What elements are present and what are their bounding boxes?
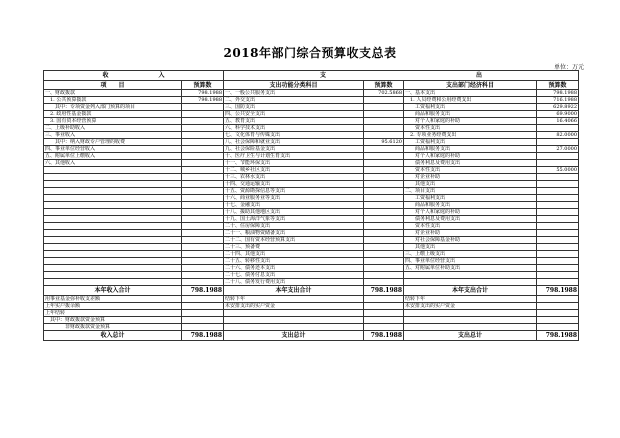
table-row [44,202,579,209]
func-value-cell [364,237,404,244]
income-value-cell [182,160,224,167]
econ-value-cell [537,216,579,223]
table-row [44,272,579,279]
income-item-cell [44,202,182,209]
econ-item-cell: 工资福利支出 [404,195,537,202]
func-value-cell [364,279,404,286]
income-value-cell [182,104,224,111]
func-value-cell [364,118,404,125]
econ-value-cell: 798.1988 [537,331,579,341]
econ-value-cell: 27.0000 [537,146,579,153]
header-row-1 [44,71,579,81]
econ-value-cell [537,310,579,317]
econ-item-cell: 结转下年 [404,296,537,303]
econ-item-cell [404,317,537,324]
col-econ-header: 支出部门经济科目 [404,81,537,90]
func-value-cell [364,132,404,139]
econ-value-cell [537,139,579,146]
econ-value-cell [537,272,579,279]
income-value-cell [182,174,224,181]
table-row [44,125,579,132]
col-econ-budget-header: 预算数 [537,81,579,90]
func-item-cell: 十七、金融支出 [224,202,364,209]
income-item-cell: 用事业基金弥补收支差额 [44,296,182,303]
econ-item-cell [404,324,537,331]
income-value-cell [182,146,224,153]
subtotal-row [44,286,579,296]
income-value-cell [182,188,224,195]
income-item-cell: 3. 国有资本经营预算 [44,118,182,125]
table-row [44,244,579,251]
econ-value-cell [537,296,579,303]
income-value-cell [182,139,224,146]
econ-item-cell: 其他支出 [404,244,537,251]
func-item-cell [224,324,364,331]
col-func-header: 支出功能分类科目 [224,81,364,90]
func-item-cell: 十六、商业服务业等支出 [224,195,364,202]
econ-value-cell [537,279,579,286]
econ-value-cell [537,265,579,272]
func-value-cell [364,181,404,188]
func-value-cell [364,125,404,132]
func-item-cell: 十四、交通运输支出 [224,181,364,188]
econ-item-cell: 一、基本支出 [404,90,537,97]
table-row [44,223,579,230]
econ-value-cell [537,317,579,324]
income-item-cell: 六、其他收入 [44,160,182,167]
col-budget-header: 预算数 [182,81,224,90]
econ-value-cell [537,237,579,244]
income-value-cell [182,244,224,251]
func-item-cell: 十五、资源勘探信息等支出 [224,188,364,195]
table-row [44,160,579,167]
unit-label: 单位：万元 [553,64,584,71]
econ-item-cell [404,310,537,317]
func-item-cell: 支出总计 [224,331,364,341]
func-item-cell: 六、科学技术支出 [224,125,364,132]
econ-value-cell: 82.0000 [537,132,579,139]
func-item-cell: 二十四、其他支出 [224,251,364,258]
table-row [44,209,579,216]
func-value-cell [364,223,404,230]
func-item-cell: 十、医疗卫生与计划生育支出 [224,153,364,160]
econ-value-cell [537,202,579,209]
econ-item-cell [404,279,537,286]
income-value-cell [182,167,224,174]
func-item-cell: 七、文化体育与传媒支出 [224,132,364,139]
table-row [44,230,579,237]
econ-value-cell: 798.1988 [537,90,579,97]
func-value-cell [364,244,404,251]
page-title: 2018年部门综合预算收支总表 [223,46,397,60]
econ-value-cell [537,223,579,230]
econ-item-cell: 商品和服务支出 [404,111,537,118]
header-row-2 [44,81,579,90]
income-item-cell [44,230,182,237]
income-value-cell [182,251,224,258]
econ-value-cell [537,125,579,132]
table-row [44,251,579,258]
func-value-cell [364,97,404,104]
income-value-cell [182,209,224,216]
income-value-cell [182,317,224,324]
func-value-cell [364,104,404,111]
func-value-cell [364,296,404,303]
table-row [44,303,579,310]
func-item-cell: 十三、农林水支出 [224,174,364,181]
econ-item-cell: 其他支出 [404,181,537,188]
econ-item-cell: 四、事业单位经营支出 [404,258,537,265]
func-item-cell: 二十七、债务付息支出 [224,272,364,279]
econ-value-cell [537,324,579,331]
col-item-header: 项 目 [44,81,182,90]
table-row [44,324,579,331]
func-item-cell: 结转下年 [224,296,364,303]
func-value-cell [364,167,404,174]
econ-item-cell: 工资福利支出 [404,104,537,111]
income-value-cell: 798.1988 [182,286,224,296]
income-item-cell [44,251,182,258]
func-item-cell: 九、社会保险基金支出 [224,146,364,153]
econ-value-cell [537,160,579,167]
income-item-cell [44,167,182,174]
func-item-cell: 本年支出合计 [224,286,364,296]
econ-value-cell [537,244,579,251]
table-row [44,188,579,195]
func-value-cell [364,230,404,237]
func-value-cell [364,195,404,202]
econ-value-cell [537,230,579,237]
income-item-cell: 本年收入合计 [44,286,182,296]
func-value-cell [364,310,404,317]
econ-item-cell: 对企业补助 [404,230,537,237]
income-value-cell [182,132,224,139]
func-item-cell: 二十八、债务发行费用支出 [224,279,364,286]
income-value-cell [182,272,224,279]
table-row [44,216,579,223]
func-item-cell: 十一、节能环保支出 [224,160,364,167]
econ-item-cell: 1. 人员经费和公用经费支出 [404,97,537,104]
income-value-cell: 798.1988 [182,331,224,341]
econ-item-cell: 债务利息及费用支出 [404,216,537,223]
income-item-cell: 二、上级补助收入 [44,125,182,132]
func-item-cell [224,310,364,317]
income-item-cell [44,188,182,195]
func-value-cell [364,209,404,216]
income-item-cell: 上年结转 [44,310,182,317]
econ-value-cell [537,174,579,181]
econ-item-cell: 商品和服务支出 [404,202,537,209]
econ-value-cell: 716.1988 [537,97,579,104]
econ-value-cell [537,303,579,310]
table-row [44,258,579,265]
table-row [44,139,579,146]
income-value-cell: 798.1988 [182,90,224,97]
func-value-cell [364,160,404,167]
income-item-cell [44,216,182,223]
econ-value-cell [537,258,579,265]
income-item-cell [44,181,182,188]
income-value-cell [182,111,224,118]
econ-value-cell [537,153,579,160]
econ-item-cell: 工资福利支出 [404,139,537,146]
table-row [44,146,579,153]
func-item-cell: 二十六、债务还本支出 [224,265,364,272]
func-item-cell [224,317,364,324]
income-value-cell [182,153,224,160]
econ-value-cell: 629.8922 [537,104,579,111]
income-value-cell [182,265,224,272]
econ-item-cell: 对个人和家庭的补助 [404,209,537,216]
func-value-cell: 798.1988 [364,331,404,341]
func-item-cell: 二、外交支出 [224,97,364,104]
income-item-cell: 其中：纳入财政专户管理的收费 [44,139,182,146]
income-item-cell: 1. 公共预算拨款 [44,97,182,104]
income-item-cell: 四、事业单位经营收入 [44,146,182,153]
table-row [44,97,579,104]
func-value-cell [364,258,404,265]
econ-item-cell: 商品和服务支出 [404,146,537,153]
econ-value-cell [537,251,579,258]
income-item-cell [44,272,182,279]
income-value-cell [182,310,224,317]
econ-item-cell [404,272,537,279]
income-value-cell [182,324,224,331]
func-value-cell: 702.5868 [364,90,404,97]
income-item-cell [44,223,182,230]
func-item-cell: 十二、城乡社区支出 [224,167,364,174]
col-func-budget-header: 预算数 [364,81,404,90]
func-value-cell [364,202,404,209]
income-item-cell [44,279,182,286]
func-item-cell: 二十、住房保障支出 [224,223,364,230]
table-row [44,132,579,139]
table-row [44,296,579,303]
func-item-cell: 二十二、国有资本经营预算支出 [224,237,364,244]
income-value-cell: 798.1988 [182,97,224,104]
income-value-cell [182,279,224,286]
func-value-cell [364,251,404,258]
income-item-cell [44,265,182,272]
table-row [44,174,579,181]
econ-item-cell: 未安排支出的实户资金 [404,303,537,310]
budget-table [43,70,579,341]
func-value-cell [364,153,404,160]
income-value-cell [182,296,224,303]
econ-value-cell [537,209,579,216]
econ-item-cell: 资本性支出 [404,167,537,174]
econ-item-cell: 对个人和家庭的补助 [404,118,537,125]
func-item-cell: 十九、国土海洋气象等支出 [224,216,364,223]
table-row [44,310,579,317]
func-value-cell [364,146,404,153]
table-row [44,118,579,125]
income-item-cell: 五、附属单位上缴收入 [44,153,182,160]
table-row [44,265,579,272]
econ-item-cell: 五、对附属单位补助支出 [404,265,537,272]
table-row [44,237,579,244]
func-value-cell [364,216,404,223]
income-value-cell [182,181,224,188]
econ-item-cell: 对企业补助 [404,174,537,181]
income-value-cell [182,118,224,125]
table-row [44,167,579,174]
func-item-cell: 五、教育支出 [224,118,364,125]
income-item-cell [44,209,182,216]
income-item-cell [44,174,182,181]
econ-item-cell: 本年支出合计 [404,286,537,296]
econ-item-cell: 三、上缴上级支出 [404,251,537,258]
econ-item-cell: 债务利息及费用支出 [404,160,537,167]
func-item-cell: 三、国防支出 [224,104,364,111]
table-row [44,195,579,202]
econ-item-cell: 二、项目支出 [404,188,537,195]
table-row [44,104,579,111]
income-item-cell: 其中：财政拨款资金预算 [44,317,182,324]
table-row [44,317,579,324]
func-item-cell: 八、社会保障和就业支出 [224,139,364,146]
func-value-cell [364,272,404,279]
table-row [44,111,579,118]
income-value-cell [182,237,224,244]
func-value-cell [364,303,404,310]
income-item-cell: 三、事业收入 [44,132,182,139]
income-value-cell [182,303,224,310]
table-row [44,181,579,188]
econ-value-cell [537,195,579,202]
econ-item-cell: 支出总计 [404,331,537,341]
func-value-cell [364,174,404,181]
table-row [44,279,579,286]
econ-value-cell [537,188,579,195]
income-item-cell [44,237,182,244]
func-item-cell: 十八、援助其他地区支出 [224,209,364,216]
econ-item-cell: 资本性支出 [404,125,537,132]
income-value-cell [182,258,224,265]
income-item-cell: 其中：专项资金列入部门预算的项目 [44,104,182,111]
func-item-cell: 未安排支出的实户资金 [224,303,364,310]
func-item-cell: 四、公共安全支出 [224,111,364,118]
func-item-cell: 一、一般公共服务支出 [224,90,364,97]
table-row [44,90,579,97]
income-value-cell [182,125,224,132]
income-value-cell [182,216,224,223]
expense-header: 支 出 [224,71,579,81]
income-header: 收 入 [44,71,224,81]
func-value-cell [364,111,404,118]
income-value-cell [182,223,224,230]
econ-item-cell: 2. 专项业务经费支出 [404,132,537,139]
func-item-cell: 二十五、转移性支出 [224,258,364,265]
table-row [44,153,579,160]
grand-total-row [44,331,579,341]
func-value-cell: 95.6120 [364,139,404,146]
econ-item-cell: 资本性支出 [404,223,537,230]
income-item-cell [44,244,182,251]
income-item-cell [44,195,182,202]
func-item-cell: 二十一、粮油物资储备支出 [224,230,364,237]
econ-item-cell: 对社会保障基金补助 [404,237,537,244]
income-item-cell: 一、财政拨款 [44,90,182,97]
func-value-cell [364,265,404,272]
income-item-cell: 非财政拨款资金预算 [44,324,182,331]
func-value-cell [364,317,404,324]
econ-value-cell [537,181,579,188]
econ-value-cell: 55.0000 [537,167,579,174]
income-value-cell [182,230,224,237]
econ-item-cell: 对个人和家庭的补助 [404,153,537,160]
func-value-cell [364,188,404,195]
income-item-cell: 2. 政府性基金拨款 [44,111,182,118]
econ-value-cell: 69.9000 [537,111,579,118]
income-item-cell [44,258,182,265]
income-item-cell: 收入总计 [44,331,182,341]
econ-value-cell: 798.1988 [537,286,579,296]
income-value-cell [182,195,224,202]
income-item-cell: 上年实户拨余额 [44,303,182,310]
econ-value-cell: 16.4066 [537,118,579,125]
func-value-cell [364,324,404,331]
func-item-cell: 二十三、预备费 [224,244,364,251]
func-value-cell: 798.1988 [364,286,404,296]
income-value-cell [182,202,224,209]
